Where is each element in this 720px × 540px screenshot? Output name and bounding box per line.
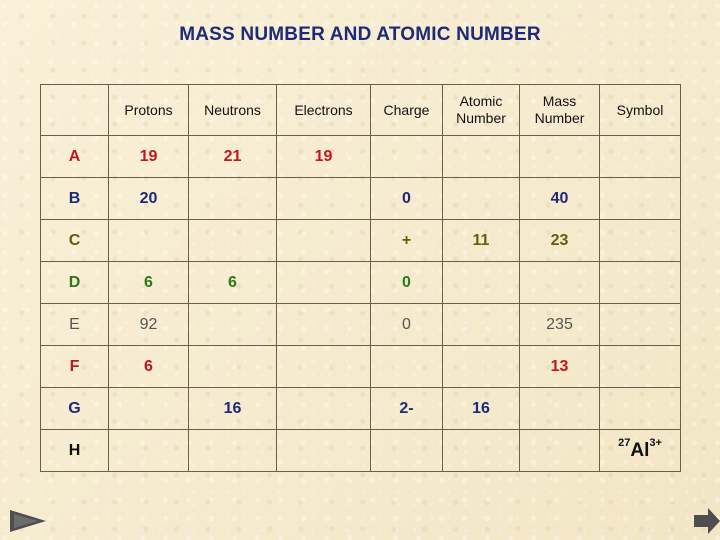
header-cell-atomic-number: Atomic Number: [443, 85, 520, 136]
header-cell-neutrons: Neutrons: [189, 85, 277, 136]
charge-cell: +: [371, 220, 443, 262]
symbol-cell: [600, 304, 681, 346]
arrow-right-icon[interactable]: [694, 506, 720, 536]
atomic-number-cell: 16: [443, 388, 520, 430]
protons-cell: 20: [109, 178, 189, 220]
protons-cell: 92: [109, 304, 189, 346]
protons-cell: 19: [109, 136, 189, 178]
charge-cell: 0: [371, 178, 443, 220]
electrons-cell: 19: [277, 136, 371, 178]
row-label: D: [41, 262, 109, 304]
symbol-cell: [600, 388, 681, 430]
neutrons-cell: [189, 346, 277, 388]
symbol-cell: [600, 220, 681, 262]
neutrons-cell: [189, 220, 277, 262]
electrons-cell: [277, 220, 371, 262]
symbol-cell: [600, 430, 681, 472]
header-cell-corner: [41, 85, 109, 136]
symbol-cell: [600, 262, 681, 304]
table-row: [41, 136, 681, 178]
table-row: [41, 304, 681, 346]
symbol-cell: [600, 178, 681, 220]
mass-number-cell: 40: [520, 178, 600, 220]
electrons-cell: [277, 262, 371, 304]
protons-cell: 6: [109, 262, 189, 304]
neutrons-cell: 16: [189, 388, 277, 430]
electrons-cell: [277, 430, 371, 472]
charge-cell: [371, 430, 443, 472]
symbol-element: Al: [630, 439, 650, 461]
mass-number-cell: [520, 136, 600, 178]
mass-number-cell: [520, 430, 600, 472]
electrons-cell: [277, 346, 371, 388]
atomic-table: [40, 84, 681, 472]
neutrons-cell: [189, 430, 277, 472]
header-cell-electrons: Electrons: [277, 85, 371, 136]
table-row: [41, 262, 681, 304]
symbol-cell: [600, 346, 681, 388]
mass-number-cell: 23: [520, 220, 600, 262]
charge-cell: [371, 346, 443, 388]
mass-number-cell: 13: [520, 346, 600, 388]
charge-cell: 2-: [371, 388, 443, 430]
symbol-cell: [600, 136, 681, 178]
atomic-number-cell: [443, 346, 520, 388]
neutrons-cell: [189, 304, 277, 346]
electrons-cell: [277, 178, 371, 220]
header-cell-charge: Charge: [371, 85, 443, 136]
charge-cell: [371, 136, 443, 178]
table-row: [41, 346, 681, 388]
row-label: F: [41, 346, 109, 388]
atomic-number-cell: [443, 304, 520, 346]
neutrons-cell: 6: [189, 262, 277, 304]
table-row: [41, 178, 681, 220]
row-label: G: [41, 388, 109, 430]
protons-cell: [109, 388, 189, 430]
mass-number-cell: 235: [520, 304, 600, 346]
charge-cell: 0: [371, 304, 443, 346]
mass-number-cell: [520, 262, 600, 304]
atomic-number-cell: [443, 178, 520, 220]
table-header-row: [41, 85, 681, 136]
page-title: MASS NUMBER AND ATOMIC NUMBER: [179, 24, 541, 45]
electrons-cell: [277, 388, 371, 430]
symbol-charge-superscript: 3+: [649, 436, 662, 449]
arrow-left-icon[interactable]: [8, 508, 48, 534]
row-label: H: [41, 430, 109, 472]
electrons-cell: [277, 304, 371, 346]
row-label: B: [41, 178, 109, 220]
charge-cell: 0: [371, 262, 443, 304]
atomic-number-cell: [443, 262, 520, 304]
row-label: E: [41, 304, 109, 346]
header-cell-symbol: Symbol: [600, 85, 681, 136]
mass-number-cell: [520, 388, 600, 430]
symbol-mass-superscript: 27: [618, 436, 631, 449]
table-row: [41, 220, 681, 262]
atomic-number-cell: 11: [443, 220, 520, 262]
header-cell-protons: Protons: [109, 85, 189, 136]
protons-cell: [109, 220, 189, 262]
neutrons-cell: 21: [189, 136, 277, 178]
row-label: C: [41, 220, 109, 262]
table-row: [41, 388, 681, 430]
atomic-number-cell: [443, 430, 520, 472]
protons-cell: [109, 430, 189, 472]
atomic-number-cell: [443, 136, 520, 178]
row-label: A: [41, 136, 109, 178]
neutrons-cell: [189, 178, 277, 220]
protons-cell: 6: [109, 346, 189, 388]
table-row: [41, 430, 681, 472]
header-cell-mass-number: Mass Number: [520, 85, 600, 136]
